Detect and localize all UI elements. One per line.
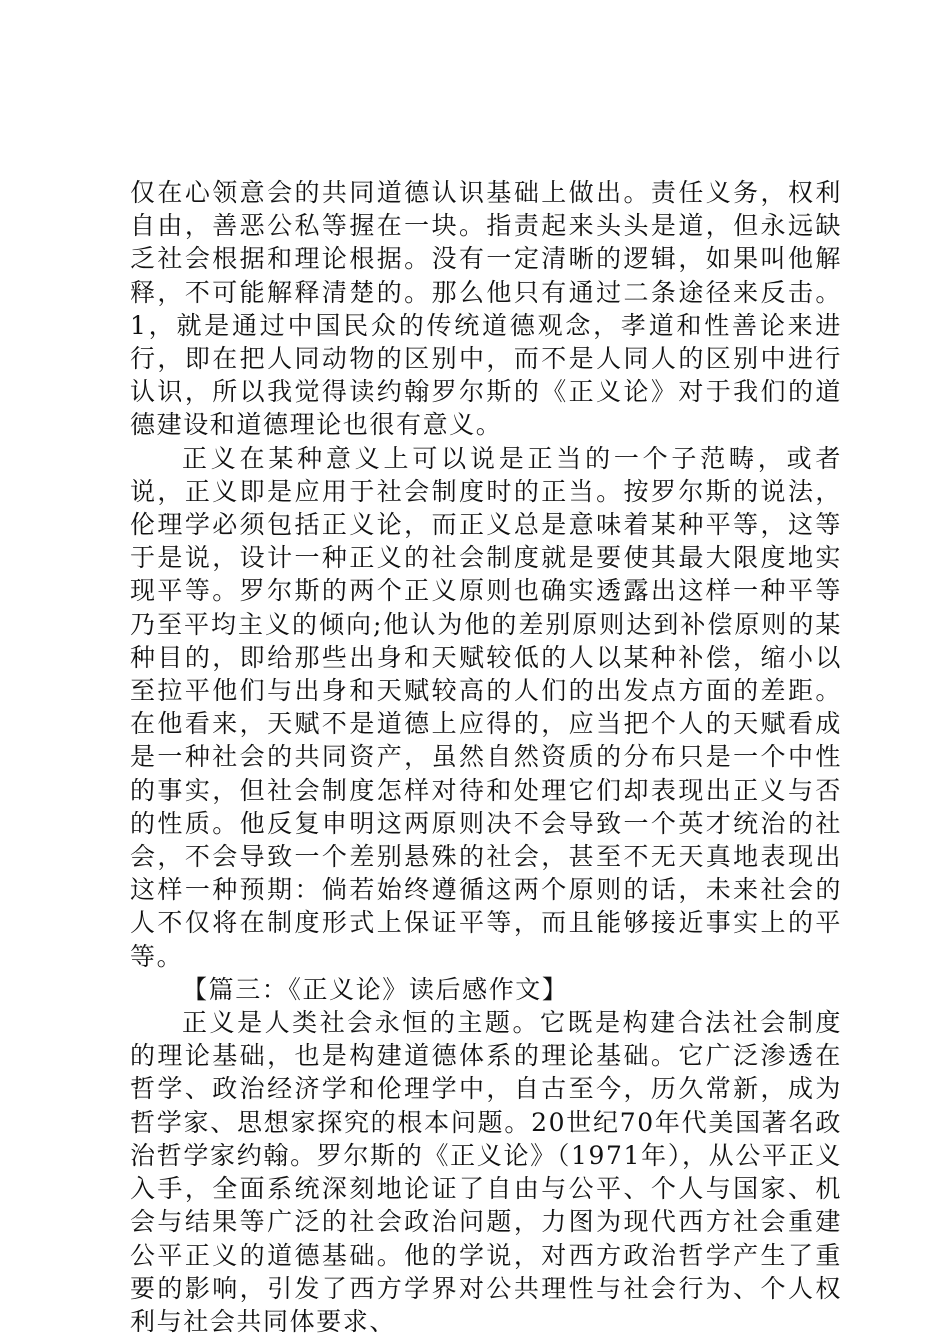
document-body [130, 176, 842, 1338]
section-heading: 【篇三：《正义论》读后感作文】 [182, 974, 569, 1004]
paragraph-justice-equality: 正义在某种意义上可以说是正当的一个子范畴，或者说，正义即是应用于社会制度时的正当。按罗尔斯的说法，伦理学必须包括正义论，而正义总是意味着某种平等，这等于是说，设计一种正义的社会制度就是要使其最大限度地实现平等。罗尔斯的两个正义原则也确实透露出这样一种平等乃至平均主义的倾向;他认为他的差别原则达到补偿原则的某种目的，即给那些出身和天赋较低的人以某种补偿，缩小以至拉平他们与出身和天赋较高的人们的出发点方面的差距。在他看来，天赋不是道德上应得的，应当把个人的天赋看成是一种社会的共同资产，虽然自然资质的分布只是一个中性的事实，但社会制度怎样对待和处理它们却表现出正义与否的性质。他反复申明这两原则决不会导致一个英才统治的社会，不会导致一个差别悬殊的社会，甚至不无天真地表现出这样一种预期：倘若始终遵循这两个原则的话，未来社会的人不仅将在制度形式上保证平等，而且能够接近事实上的平等。 [130, 443, 842, 971]
paragraph-justice-theme: 正义是人类社会永恒的主题。它既是构建合法社会制度的理论基础，也是构建道德体系的理论基础。它广泛渗透在哲学、政治经济学和伦理学中，自古至今，历久常新，成为哲学家、思想家探究的根本问题。20世纪70年代美国著名政治哲学家约翰。罗尔斯的《正义论》（1971年），从公平正义入手，全面系统深刻地论证了自由与公平、个人与国家、机会与结果等广泛的社会政治问题，力图为现代西方社会重建公平正义的道德基础。他的学说，对西方政治哲学产生了重要的影响，引发了西方学界对公共理性与社会行为、个人权利与社会共同体要求、 [130, 1008, 842, 1336]
paragraph-continuation: 仅在心领意会的共同道德认识基础上做出。责任义务，权利自由，善恶公私等握在一块。指责起来头头是道，但永远缺乏社会根据和理论根据。没有一定清晰的逻辑，如果叫他解释，不可能解释清楚的。那么他只有通过二条途径来反击。1，就是通过中国民众的传统道德观念，孝道和性善论来进行，即在把人同动物的区别中，而不是人同人的区别中进行认识，所以我觉得读约翰罗尔斯的《正义论》对于我们的道德建设和道德理论也很有意义。 [130, 178, 842, 440]
